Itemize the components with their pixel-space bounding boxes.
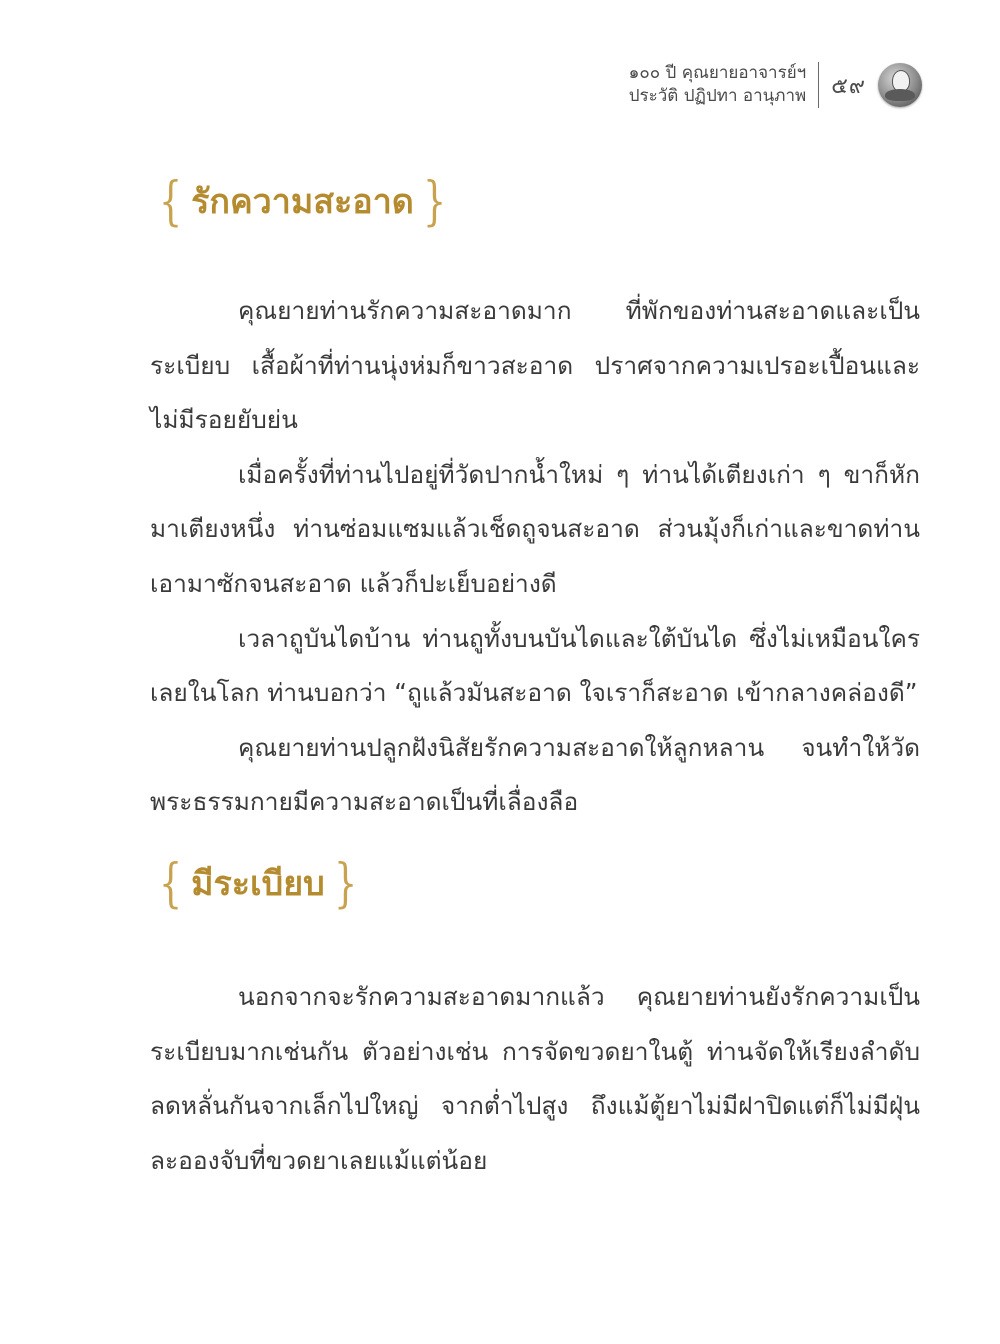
paragraph: เมื่อครั้งที่ท่านไปอยู่ที่วัดปากน้ำใหม่ ๆ ท่านได้เตียงเก่า ๆ ขาก็หักมาเตียงหนึ่ง ท่านซ่อมแซมแล้วเช็ดถูจนสะอาด ส่วนมุ้งก็เก่าและขาดท่านเอามาซักจนสะอาด แล้วก็ปะเย็บอย่างดี	[150, 459, 920, 598]
paragraph: นอกจากจะรักความสะอาดมากแล้ว คุณยายท่านยังรักความเป็นระเบียบมากเช่นกัน ตัวอย่างเช่น การจัดขวดยาในตู้ ท่านจัดให้เรียงลำดับลดหลั่นกันจากเล็กไปใหญ่ จากต่ำไปสูง ถึงแม้ตู้ยาไม่มีฝาปิดแต่ก็ไม่มีฝุ่นละอองจับที่ขวดยาเลยแม้แต่น้อย	[150, 982, 920, 1175]
right-brace-ornament: }	[333, 854, 357, 914]
left-brace-ornament: {	[158, 854, 183, 914]
portrait-emblem-icon	[878, 63, 922, 107]
page-number: ๕๙	[831, 73, 866, 99]
left-brace-ornament: {	[158, 172, 183, 232]
section-body-cleanliness	[150, 284, 920, 830]
running-header	[629, 62, 922, 108]
book-title	[629, 62, 807, 108]
section-heading-cleanliness	[154, 172, 451, 232]
paragraph: คุณยายท่านรักความสะอาดมาก ที่พักของท่านสะอาดและเป็นระเบียบ เสื้อผ้าที่ท่านนุ่งห่มก็ขาวสะอาด ปราศจากความเปรอะเปื้อนและไม่มีรอยยับย่น	[150, 296, 920, 435]
section-heading-text: รักความสะอาด	[191, 182, 414, 222]
book-title-line-1: ๑๐๐ ปี คุณยายอาจารย์ฯ	[628, 63, 807, 83]
section-body-orderliness	[150, 970, 920, 1188]
right-brace-ornament: }	[422, 172, 447, 232]
section-heading-text: มีระเบียบ	[191, 864, 325, 904]
paragraph: คุณยายท่านปลูกฝังนิสัยรักความสะอาดให้ลูกหลาน จนทำให้วัดพระธรรมกายมีความสะอาดเป็นที่เลื่องลือ	[150, 732, 920, 817]
paragraph: เวลาถูบันไดบ้าน ท่านถูทั้งบนบันไดและใต้บันได ซึ่งไม่เหมือนใครเลยในโลก ท่านบอกว่า “ถูแล้วมันสะอาด ใจเราก็สะอาด เข้ากลางคล่องดี”	[150, 623, 920, 708]
section-heading-orderliness	[154, 854, 362, 914]
book-title-line-2: ประวัติ ปฏิปทา อานุภาพ	[628, 86, 807, 106]
header-divider	[818, 62, 819, 108]
